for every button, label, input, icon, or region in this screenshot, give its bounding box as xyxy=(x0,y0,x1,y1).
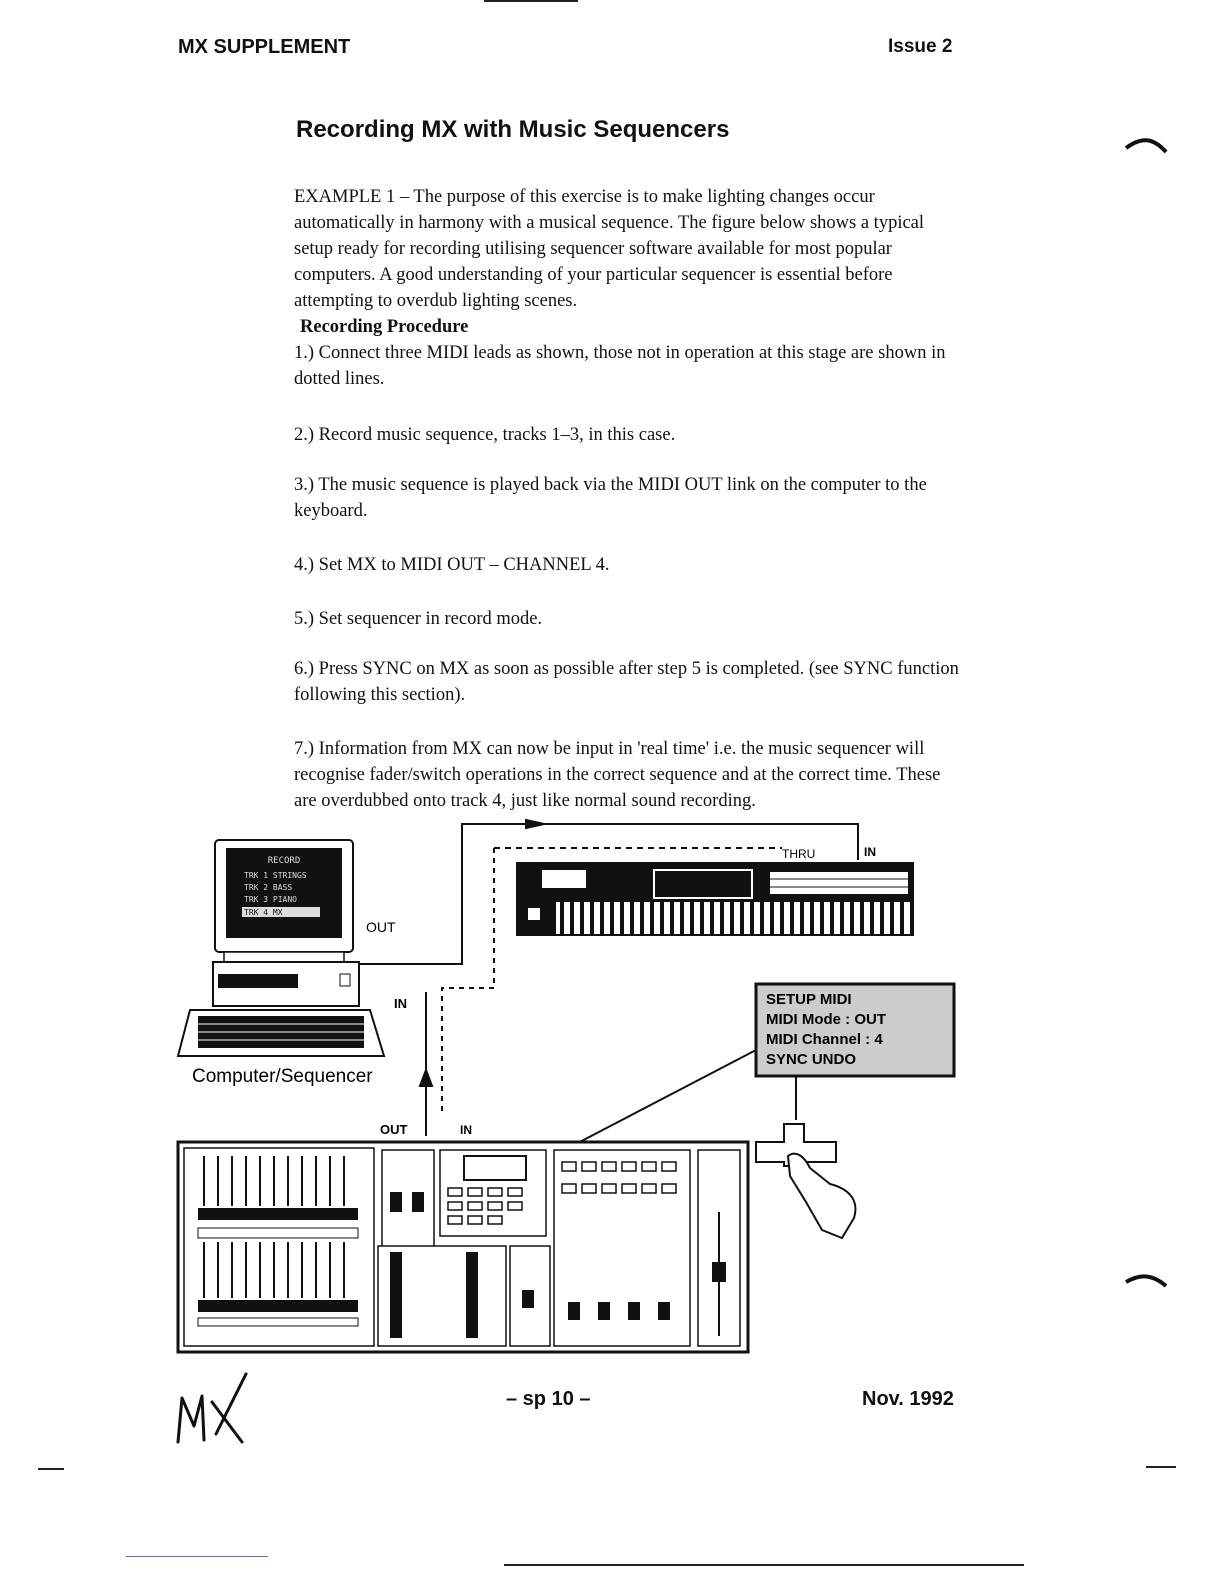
intro-paragraph xyxy=(294,184,966,392)
screen-track-3: TRK 3 PIANO xyxy=(244,895,297,904)
keyboard-in-label: IN xyxy=(864,845,876,859)
lcd-line-4: SYNC UNDO xyxy=(766,1051,857,1068)
midi-keyboard xyxy=(516,862,914,936)
scan-artifact-right xyxy=(1146,1466,1176,1468)
screen-track-2: TRK 2 BASS xyxy=(244,883,293,892)
step-3: 3.) The music sequence is played back via the MIDI OUT link on the computer to the keyboard. xyxy=(294,475,927,521)
mx-console xyxy=(178,1142,748,1352)
intro-text: EXAMPLE 1 – The purpose of this exercise is to make lighting changes occur automatically in harmony with a musical sequence. The figure below shows a typical setup ready for recording utilising sequencer software available for most popular computers. A good understanding of your particular sequencer is essential before attempting to overdub lighting scenes. xyxy=(294,187,925,311)
procedure-heading: Recording Procedure xyxy=(300,317,469,337)
scan-mark-1 xyxy=(1124,132,1170,158)
lcd-line-2: MIDI Mode : OUT xyxy=(766,1011,886,1028)
step-2: 2.) Record music sequence, tracks 1–3, in this case. xyxy=(294,425,676,445)
computer-monitor xyxy=(215,840,353,962)
lcd-line-3: MIDI Channel : 4 xyxy=(766,1031,883,1048)
hand-pressing-icon xyxy=(756,1124,855,1238)
header-title: MX SUPPLEMENT xyxy=(178,36,351,58)
issue-date: Nov. 1992 xyxy=(862,1388,954,1410)
scan-artifact-top xyxy=(484,0,578,2)
mx-out-label: OUT xyxy=(380,1122,408,1137)
header-issue: Issue 2 xyxy=(888,36,953,57)
midi-setup-diagram xyxy=(170,812,990,1372)
screen-title: RECORD xyxy=(267,856,301,866)
computer-out-label: OUT xyxy=(366,919,396,935)
page-number: – sp 10 – xyxy=(506,1388,591,1410)
mx-logo xyxy=(172,1368,262,1448)
screen-track-4: TRK 4 MX xyxy=(244,908,283,917)
step-6: 6.) Press SYNC on MX as soon as possible after step 5 is completed. (see SYNC function following this section). xyxy=(294,659,959,705)
scan-artifact-bottom xyxy=(504,1564,1024,1566)
scan-artifact-left xyxy=(38,1468,64,1470)
mx-in-label: IN xyxy=(460,1123,472,1137)
scan-mark-2 xyxy=(1124,1268,1170,1294)
computer-base xyxy=(178,962,384,1056)
step-1: 1.) Connect three MIDI leads as shown, those not in operation at this stage are shown in dotted lines. xyxy=(294,343,946,389)
scan-artifact-blue xyxy=(126,1556,268,1557)
computer-caption: Computer/Sequencer xyxy=(192,1066,373,1087)
step-4: 4.) Set MX to MIDI OUT – CHANNEL 4. xyxy=(294,555,610,575)
keyboard-thru-label: THRU xyxy=(782,847,816,861)
lcd-line-1: SETUP MIDI xyxy=(766,991,852,1008)
page-title: Recording MX with Music Sequencers xyxy=(296,116,730,143)
computer-in-label: IN xyxy=(394,996,407,1011)
step-5: 5.) Set sequencer in record mode. xyxy=(294,609,543,629)
screen-track-1: TRK 1 STRINGS xyxy=(244,871,307,880)
step-7: 7.) Information from MX can now be input in 'real time' i.e. the music sequencer will recognise fader/switch operations in the correct sequence and at the correct time. These are overdubbed onto track 4, just like normal sound recording. xyxy=(294,739,941,811)
